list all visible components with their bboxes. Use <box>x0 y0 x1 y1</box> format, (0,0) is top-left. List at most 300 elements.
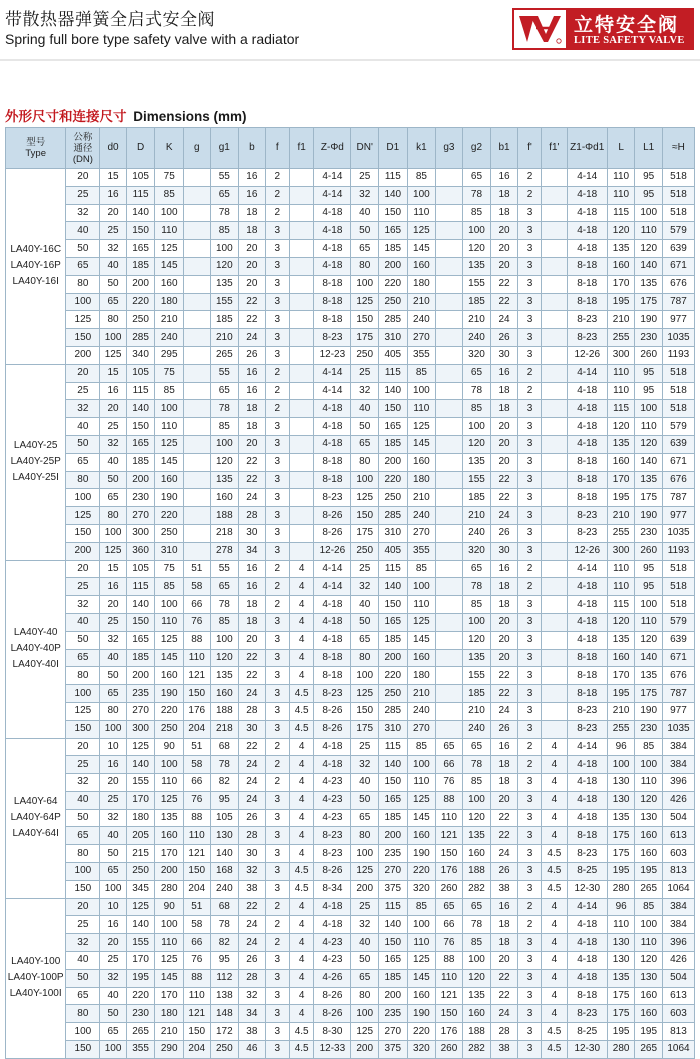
table-cell: 100 <box>66 489 100 507</box>
table-cell: 66 <box>184 596 210 614</box>
table-row <box>6 275 695 293</box>
table-cell: 78 <box>210 204 239 222</box>
table-cell: 3 <box>517 987 541 1005</box>
table-cell <box>184 186 210 204</box>
table-cell: 195 <box>126 969 155 987</box>
table-cell: 26 <box>491 720 517 738</box>
table-cell: 2 <box>265 560 289 578</box>
table-cell: 165 <box>126 240 155 258</box>
table-cell <box>542 418 567 436</box>
table-cell: 140 <box>635 257 663 275</box>
table-row <box>6 453 695 471</box>
table-cell: 75 <box>155 169 184 187</box>
column-header: g2 <box>462 128 491 169</box>
table-cell <box>436 204 462 222</box>
table-cell: 24 <box>239 329 265 347</box>
table-cell: 20 <box>491 222 517 240</box>
table-cell: 250 <box>351 542 379 560</box>
table-cell: 4-14 <box>314 560 351 578</box>
table-cell: 160 <box>155 471 184 489</box>
table-cell: 100 <box>210 240 239 258</box>
table-cell: 4 <box>289 1005 313 1023</box>
table-cell: 188 <box>210 507 239 525</box>
table-cell <box>436 382 462 400</box>
table-cell: 20 <box>100 774 126 792</box>
table-cell: 105 <box>126 560 155 578</box>
table-cell: 80 <box>66 471 100 489</box>
table-cell: 22 <box>491 827 517 845</box>
dimensions-table <box>5 127 695 1059</box>
table-cell: 200 <box>378 453 407 471</box>
table-cell: 4-14 <box>314 169 351 187</box>
table-cell: 22 <box>239 649 265 667</box>
table-cell: 220 <box>378 471 407 489</box>
table-cell: 170 <box>607 275 635 293</box>
type-label: LA40Y-64P <box>10 812 61 824</box>
table-cell: 85 <box>407 169 436 187</box>
table-cell: 4-14 <box>567 364 607 382</box>
table-cell: 210 <box>607 311 635 329</box>
table-cell: 32 <box>239 987 265 1005</box>
table-cell: 518 <box>662 400 694 418</box>
table-cell: 32 <box>66 596 100 614</box>
table-cell: 170 <box>607 667 635 685</box>
table-cell: 8-26 <box>314 507 351 525</box>
table-cell: 2 <box>517 578 541 596</box>
table-cell <box>184 204 210 222</box>
table-cell: 8-23 <box>567 311 607 329</box>
table-cell: 3 <box>265 542 289 560</box>
table-row <box>6 329 695 347</box>
table-cell: 3 <box>517 791 541 809</box>
table-cell <box>436 578 462 596</box>
table-cell: 3 <box>265 791 289 809</box>
table-cell: 100 <box>407 186 436 204</box>
type-label: LA40Y-100I <box>9 988 62 1000</box>
table-cell: 85 <box>462 596 491 614</box>
table-cell: 170 <box>155 987 184 1005</box>
table-cell: 4-18 <box>567 418 607 436</box>
table-cell: 8-25 <box>567 1023 607 1041</box>
table-cell: 4.5 <box>289 1023 313 1041</box>
table-cell <box>184 257 210 275</box>
table-cell: 210 <box>210 329 239 347</box>
table-cell: 82 <box>210 774 239 792</box>
table-cell: 160 <box>407 827 436 845</box>
table-cell: 135 <box>607 240 635 258</box>
table-cell: 66 <box>436 756 462 774</box>
table-cell: 50 <box>100 845 126 863</box>
table-cell: 639 <box>662 435 694 453</box>
table-cell: 165 <box>378 952 407 970</box>
table-cell: 8-26 <box>314 702 351 720</box>
table-cell: 603 <box>662 845 694 863</box>
table-cell: 120 <box>635 631 663 649</box>
header <box>0 0 700 60</box>
table-cell: 235 <box>378 1005 407 1023</box>
table-cell: 4.5 <box>542 845 567 863</box>
table-cell: 120 <box>210 453 239 471</box>
table-cell: 4 <box>289 987 313 1005</box>
table-cell: 3 <box>265 631 289 649</box>
table-cell: 32 <box>100 969 126 987</box>
table-cell: 50 <box>66 435 100 453</box>
table-cell: 240 <box>210 880 239 898</box>
table-cell: 28 <box>239 827 265 845</box>
table-cell: 8-18 <box>314 275 351 293</box>
table-cell: 230 <box>635 720 663 738</box>
table-cell: 32 <box>100 809 126 827</box>
table-cell: 100 <box>100 880 126 898</box>
table-cell: 96 <box>607 738 635 756</box>
table-cell: 8-23 <box>567 720 607 738</box>
table-cell: 210 <box>155 1023 184 1041</box>
table-cell <box>436 702 462 720</box>
table-row <box>6 631 695 649</box>
table-cell: 185 <box>378 631 407 649</box>
table-cell: 110 <box>155 934 184 952</box>
table-cell: 155 <box>462 275 491 293</box>
table-cell: 4 <box>542 791 567 809</box>
table-cell: 3 <box>517 952 541 970</box>
table-cell: 148 <box>210 1005 239 1023</box>
table-cell: 115 <box>378 738 407 756</box>
table-cell: 4.5 <box>289 720 313 738</box>
table-cell: 3 <box>517 880 541 898</box>
table-cell: 4-18 <box>314 400 351 418</box>
table-cell: 3 <box>517 1023 541 1041</box>
table-cell: 270 <box>407 524 436 542</box>
table-cell: 3 <box>265 1041 289 1059</box>
table-cell: 50 <box>351 952 379 970</box>
table-cell: 100 <box>66 1023 100 1041</box>
table-cell: 200 <box>378 257 407 275</box>
table-cell: 85 <box>407 898 436 916</box>
table-cell: 80 <box>351 827 379 845</box>
table-cell: 4 <box>289 934 313 952</box>
table-cell: 8-26 <box>314 987 351 1005</box>
table-cell: 38 <box>239 1023 265 1041</box>
table-row <box>6 222 695 240</box>
table-cell: 3 <box>517 346 541 364</box>
table-row <box>6 774 695 792</box>
table-cell: 3 <box>265 435 289 453</box>
table-cell: 3 <box>265 720 289 738</box>
table-cell <box>184 364 210 382</box>
table-cell: 121 <box>184 667 210 685</box>
table-cell <box>542 631 567 649</box>
table-cell: 20 <box>239 435 265 453</box>
table-cell: 120 <box>607 613 635 631</box>
table-cell: 121 <box>184 1005 210 1023</box>
table-cell: 4-18 <box>567 631 607 649</box>
table-cell: 518 <box>662 560 694 578</box>
table-cell: 20 <box>66 364 100 382</box>
table-cell: 170 <box>155 845 184 863</box>
table-cell: 3 <box>517 453 541 471</box>
table-cell: 384 <box>662 916 694 934</box>
table-cell: 150 <box>351 507 379 525</box>
table-cell: 3 <box>265 952 289 970</box>
table-cell: 22 <box>239 667 265 685</box>
table-cell: 2 <box>265 898 289 916</box>
table-cell: 3 <box>265 845 289 863</box>
table-cell: 4.5 <box>542 1041 567 1059</box>
table-cell: 8-23 <box>567 507 607 525</box>
table-cell: 2 <box>517 186 541 204</box>
table-cell: 16 <box>491 560 517 578</box>
table-cell: 24 <box>491 702 517 720</box>
table-cell: 4-18 <box>314 916 351 934</box>
table-cell <box>542 578 567 596</box>
table-cell: 1035 <box>662 524 694 542</box>
table-cell: 22 <box>239 738 265 756</box>
table-cell: 8-23 <box>314 685 351 703</box>
table-cell: 40 <box>66 613 100 631</box>
table-cell: 300 <box>126 524 155 542</box>
table-cell: 200 <box>66 542 100 560</box>
type-label: LA40Y-16I <box>12 276 59 288</box>
table-row <box>6 364 695 382</box>
table-cell: 4.5 <box>542 1023 567 1041</box>
table-cell: 355 <box>407 542 436 560</box>
table-cell: 4 <box>542 987 567 1005</box>
table-cell <box>542 435 567 453</box>
table-cell: 25 <box>351 560 379 578</box>
table-cell: 165 <box>378 222 407 240</box>
table-cell: 88 <box>184 631 210 649</box>
table-cell: 300 <box>126 720 155 738</box>
table-cell: 32 <box>351 382 379 400</box>
table-cell <box>184 329 210 347</box>
table-cell: 150 <box>66 720 100 738</box>
table-cell: 22 <box>239 311 265 329</box>
column-header: f1' <box>542 128 567 169</box>
table-cell: 676 <box>662 471 694 489</box>
table-cell: 80 <box>66 845 100 863</box>
table-cell <box>436 275 462 293</box>
table-cell: 95 <box>635 364 663 382</box>
table-cell: 150 <box>378 204 407 222</box>
table-cell: 100 <box>155 204 184 222</box>
table-cell: 65 <box>210 382 239 400</box>
table-cell <box>542 596 567 614</box>
table-cell: 3 <box>517 1005 541 1023</box>
table-cell: 8-23 <box>314 489 351 507</box>
table-cell: 135 <box>607 435 635 453</box>
table-cell: 100 <box>66 863 100 881</box>
table-cell: 160 <box>155 667 184 685</box>
table-cell: 65 <box>66 827 100 845</box>
table-cell: 2 <box>517 169 541 187</box>
table-cell: 135 <box>607 809 635 827</box>
table-cell: 85 <box>462 204 491 222</box>
table-cell: 110 <box>155 774 184 792</box>
table-cell: 220 <box>407 863 436 881</box>
table-cell: 210 <box>407 685 436 703</box>
column-header: b <box>239 128 265 169</box>
type-label: LA40Y-40I <box>12 659 59 671</box>
table-cell: 95 <box>635 560 663 578</box>
column-header: 型号 Type <box>6 128 66 169</box>
table-cell: 24 <box>491 507 517 525</box>
table-row <box>6 524 695 542</box>
table-cell: 140 <box>126 916 155 934</box>
table-cell: 175 <box>607 827 635 845</box>
table-cell: 130 <box>607 791 635 809</box>
table-cell: 180 <box>155 1005 184 1023</box>
table-cell: 85 <box>407 364 436 382</box>
table-cell: 3 <box>517 702 541 720</box>
table-cell: 125 <box>100 542 126 560</box>
type-label: LA40Y-25I <box>12 472 59 484</box>
table-cell: 65 <box>100 863 126 881</box>
table-cell: 230 <box>126 489 155 507</box>
table-row <box>6 1041 695 1059</box>
table-cell: 115 <box>378 898 407 916</box>
table-cell <box>184 471 210 489</box>
table-cell: 100 <box>66 685 100 703</box>
table-cell: 20 <box>491 240 517 258</box>
table-cell: 18 <box>491 400 517 418</box>
table-row <box>6 560 695 578</box>
table-cell: 4-14 <box>314 382 351 400</box>
table-cell: 125 <box>407 418 436 436</box>
table-cell: 100 <box>607 756 635 774</box>
table-cell: 125 <box>66 311 100 329</box>
table-cell: 40 <box>66 222 100 240</box>
table-cell: 230 <box>126 1005 155 1023</box>
table-cell: 22 <box>491 987 517 1005</box>
table-cell: 46 <box>239 1041 265 1059</box>
table-cell: 270 <box>126 702 155 720</box>
table-cell: 25 <box>66 382 100 400</box>
table-cell: 285 <box>126 329 155 347</box>
table-cell: 4-14 <box>314 186 351 204</box>
table-cell: 4-18 <box>314 756 351 774</box>
table-cell: 3 <box>517 774 541 792</box>
table-cell: 218 <box>210 720 239 738</box>
table-cell: 176 <box>184 702 210 720</box>
table-cell: 200 <box>378 649 407 667</box>
brand-name-en: LITE SAFETY VALVE <box>574 35 685 46</box>
table-cell: 4 <box>289 969 313 987</box>
table-cell: 3 <box>265 329 289 347</box>
table-cell: 16 <box>491 364 517 382</box>
table-cell: 220 <box>407 1023 436 1041</box>
table-cell: 24 <box>491 311 517 329</box>
table-cell: 24 <box>491 1005 517 1023</box>
table-cell: 125 <box>351 489 379 507</box>
table-cell: 1064 <box>662 880 694 898</box>
table-cell: 4 <box>289 827 313 845</box>
table-cell: 28 <box>239 507 265 525</box>
column-header: f1 <box>289 128 313 169</box>
table-cell <box>184 453 210 471</box>
table-cell: 8-18 <box>567 685 607 703</box>
table-cell: 250 <box>126 863 155 881</box>
table-cell: 18 <box>239 204 265 222</box>
table-cell: 32 <box>66 934 100 952</box>
table-cell <box>436 311 462 329</box>
table-cell: 250 <box>378 685 407 703</box>
table-cell: 4-18 <box>567 400 607 418</box>
table-row <box>6 702 695 720</box>
table-cell: 4-18 <box>567 382 607 400</box>
table-cell: 115 <box>126 578 155 596</box>
table-cell: 300 <box>607 542 635 560</box>
table-cell: 120 <box>210 257 239 275</box>
table-cell: 4-18 <box>567 756 607 774</box>
table-cell: 3 <box>265 863 289 881</box>
table-cell: 24 <box>239 489 265 507</box>
table-cell: 22 <box>239 293 265 311</box>
table-cell: 76 <box>436 774 462 792</box>
table-cell: 310 <box>378 524 407 542</box>
table-cell: 140 <box>126 596 155 614</box>
table-cell: 977 <box>662 507 694 525</box>
table-cell: 4-18 <box>567 791 607 809</box>
table-cell: 3 <box>265 453 289 471</box>
table-row <box>6 613 695 631</box>
table-cell: 135 <box>210 471 239 489</box>
table-row <box>6 382 695 400</box>
table-cell: 3 <box>517 275 541 293</box>
table-cell: 20 <box>491 649 517 667</box>
column-header: DN' <box>351 128 379 169</box>
table-cell: 2 <box>265 916 289 934</box>
table-cell: 3 <box>517 222 541 240</box>
table-cell: 426 <box>662 791 694 809</box>
table-row <box>6 880 695 898</box>
table-cell: 26 <box>239 346 265 364</box>
table-cell: 8-18 <box>567 987 607 1005</box>
table-cell: 24 <box>239 934 265 952</box>
table-cell: 977 <box>662 702 694 720</box>
table-cell: 16 <box>100 578 126 596</box>
table-cell: 250 <box>155 524 184 542</box>
table-cell <box>184 489 210 507</box>
table-cell: 3 <box>517 969 541 987</box>
table-cell: 145 <box>407 631 436 649</box>
table-cell: 135 <box>635 667 663 685</box>
table-cell: 16 <box>100 382 126 400</box>
table-cell: 80 <box>351 453 379 471</box>
column-header: D <box>126 128 155 169</box>
table-cell <box>289 364 313 382</box>
table-cell: 150 <box>126 418 155 436</box>
table-cell: 24 <box>239 791 265 809</box>
table-cell: 150 <box>436 845 462 863</box>
table-cell <box>289 186 313 204</box>
table-cell: 518 <box>662 596 694 614</box>
table-cell: 150 <box>66 1041 100 1059</box>
table-cell: 2 <box>517 756 541 774</box>
table-cell: 20 <box>66 169 100 187</box>
table-cell: 130 <box>607 952 635 970</box>
table-cell: 8-18 <box>567 275 607 293</box>
table-cell: 155 <box>210 293 239 311</box>
table-cell: 135 <box>607 631 635 649</box>
table-cell <box>184 275 210 293</box>
column-header: L <box>607 128 635 169</box>
table-cell: 100 <box>66 293 100 311</box>
table-cell: 4-18 <box>567 435 607 453</box>
table-cell <box>436 364 462 382</box>
table-cell: 200 <box>66 346 100 364</box>
table-cell <box>542 560 567 578</box>
table-cell: 3 <box>517 720 541 738</box>
